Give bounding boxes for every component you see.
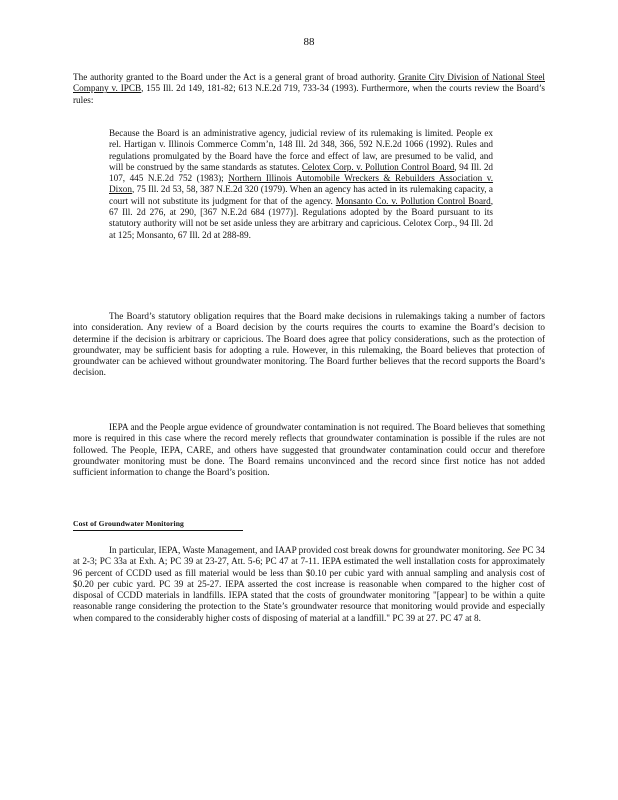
statutory-obligation-paragraph: The Board’s statutory obligation requires that the Board make decisions in rulemakings taking a number of factors into consideration. Any review of a Board decision by the courts requires the courts to examine the Board’s decision to determine if the decision is arbitrary or capricious. The Board does agree that policy considerations, such as the protection of groundwater, may be sufficient basis for adopting a rule. However, in this rulemaking, the Board believes that protection of groundwater can be achieved without groundwater monitoring. The Board further believes that the record supports the Board’s decision. — [73, 311, 545, 378]
iepa-argument-paragraph: IEPA and the People argue evidence of groundwater contamination is not required. The Board believes that something more is required in this case where the record merely reflects that groundwater contamination is possible if the rules are not followed. The People, IEPA, CARE, and others have suggested that groundwater contamination could occur and therefore groundwater monitoring must be done. The Board remains unconvinced and the record since first notice has not added sufficient information to change the Board’s position. — [73, 422, 545, 478]
cost-text-2: PC 34 at 2-3; PC 33a at Exh. A; PC 39 at 23-27, Att. 5-6; PC 47 at 7-11. IEPA estimated the well installation costs for approximately 96 percent of CCDD used as fill material would be less than $0.10 per cubic yard with annual sampling and analysis cost of $0.20 per cubic yard. PC 39 at 25-27. IEPA asserted the cost increase is reasonable when compared to the higher cost of disposal of CCDD materials in landfills. IEPA stated that the costs of groundwater monitoring "[appear] to be within a quite reasonable range considering the protection to the State’s groundwater resource that monitoring would provide and especially when compared to the considerably higher costs of disposing of material at a landfill." PC 39 at 27. PC 47 at 8. — [73, 545, 545, 623]
section-heading-cost: Cost of Groundwater Monitoring — [73, 519, 243, 531]
quote-citation-northern-illinois: Northern Illinois Automobile Wreckers & Rebuilders Association v. Dixon — [109, 173, 494, 195]
quote-text-3: , 75 Ill. 2d 53, 58, 387 N.E.2d 320 (1979). When an agency has acted in its rulemaking capacity, a court will not substitute its judgment for that of the agency. — [109, 184, 493, 206]
quote-citation-celotex: Celotex Corp. v. Pollution Control Board — [301, 161, 455, 172]
block-quote — [109, 128, 493, 241]
intro-text-1: The authority granted to the Board under the Act is a general grant of broad authority. — [73, 72, 399, 82]
intro-paragraph — [73, 72, 545, 106]
quote-text-2: , 94 Ill. 2d 107, 445 N.E.2d 752 (1983); — [109, 161, 494, 184]
quote-citation-monsanto: Monsanto Co. v. Pollution Control Board — [335, 195, 491, 206]
cost-see-signal: See — [507, 545, 520, 555]
intro-case-citation: Granite City Division of National Steel Company v. IPCB — [73, 72, 545, 94]
cost-text-1: In particular, IEPA, Waste Management, and IAAP provided cost break downs for groundwater monitoring. — [109, 545, 508, 555]
cost-paragraph — [73, 545, 545, 624]
page-number: 88 — [303, 36, 315, 48]
quote-text-4: , 67 Ill. 2d 276, at 290, [367 N.E.2d 684 (1977)]. Regulations adopted by the Board pursuant to its statutory authority will not be set aside unless they are arbitrary and capricious. Celotex Corp., 94 Ill. 2d at 125; Monsanto, 67 Ill. 2d at 288-89. — [109, 195, 493, 240]
quote-text-1: Because the Board is an administrative agency, judicial review of its rulemaking is limited. People ex rel. Hartigan v. Illinois Commerce Comm’n, 148 Ill. 2d 348, 366, 592 N.E.2d 1066 (1992). Rules and regulations promulgated by the Board have the force and effect of law, are presumed to be valid, and will be construed by the same standards as statutes. — [109, 128, 493, 172]
intro-text-2: , 155 Ill. 2d 149, 181-82; 613 N.E.2d 719, 733-34 (1993). Furthermore, when the courts review the Board’s rules: — [73, 83, 545, 105]
